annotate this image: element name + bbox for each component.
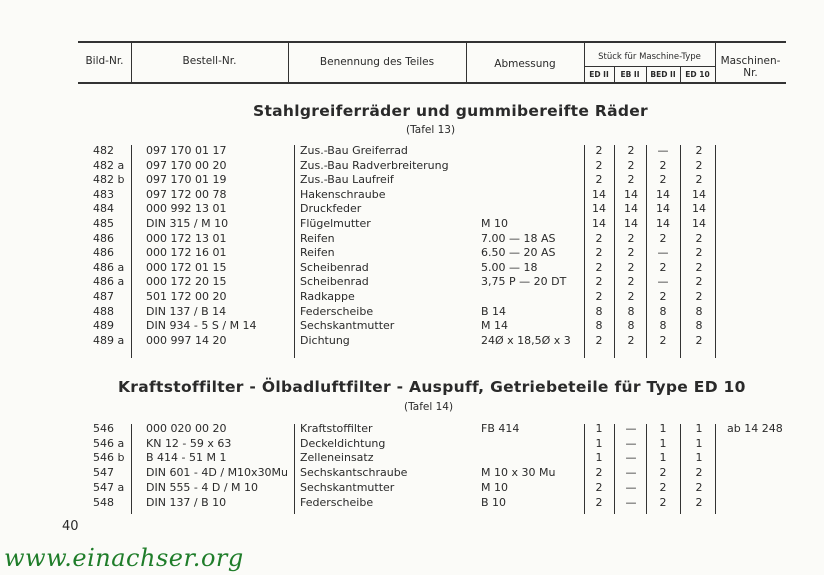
abmessung-cell: 6.50 — 20 AS: [481, 246, 556, 260]
qty-ed2-cell: 2: [595, 158, 603, 172]
qty-bed2-cell: 14: [656, 217, 670, 230]
qty-eb2-cell: 2: [627, 290, 635, 303]
benennung-cell: Deckeldichtung: [300, 436, 386, 450]
header-benennung: Benennung des Teiles: [319, 56, 435, 68]
qty-bed2-cell: 1: [659, 422, 667, 435]
qty-eb2-cell: 2: [627, 260, 635, 274]
qty-ed2-cell: 14: [592, 187, 606, 201]
bestell-nr-cell: 097 170 01 19: [146, 173, 227, 187]
qty-ed10-cell: 1: [695, 422, 703, 435]
qty-bed2-cell: —: [657, 275, 669, 289]
col-divider: [715, 145, 716, 358]
qty-eb2-cell: 8: [627, 319, 635, 333]
qty-ed10-cell: 1: [695, 436, 703, 450]
bild-nr-cell: 546 a: [93, 436, 125, 450]
bild-nr-cell: 547: [93, 466, 114, 480]
table-row: [0, 246, 824, 260]
qty-ed10-cell: 2: [695, 333, 703, 347]
table-row: [0, 188, 824, 202]
benennung-cell: Dichtung: [300, 333, 350, 347]
benennung-cell: Sechskantschraube: [300, 466, 408, 480]
header-bestell-nr: Bestell-Nr.: [182, 55, 237, 67]
qty-ed10-cell: 8: [695, 319, 703, 333]
header-maschinen-nr: Maschinen- Nr.: [720, 55, 781, 79]
abmessung-cell: M 10 x 30 Mu: [481, 466, 556, 480]
bestell-nr-cell: 000 172 16 01: [146, 246, 227, 260]
benennung-cell: Reifen: [300, 246, 335, 260]
qty-eb2-cell: —: [625, 495, 637, 509]
qty-eb2-cell: 2: [627, 173, 635, 187]
qty-bed2-cell: 2: [659, 333, 667, 347]
bild-nr-cell: 486 a: [93, 260, 125, 274]
header-bottom-rule: [78, 82, 786, 84]
qty-bed2-cell: 2: [659, 173, 667, 187]
header-type-ed2: ED II: [589, 70, 609, 79]
header-abmessung: Abmessung: [494, 58, 556, 70]
qty-ed2-cell: 2: [595, 495, 603, 509]
bestell-nr-cell: DIN 137 / B 10: [146, 495, 227, 509]
bild-nr-cell: 546 b: [93, 451, 125, 465]
qty-bed2-cell: 2: [659, 290, 667, 303]
qty-ed10-cell: 2: [695, 158, 703, 172]
qty-eb2-cell: 2: [627, 144, 635, 157]
qty-ed2-cell: 2: [595, 480, 603, 494]
qty-bed2-cell: 2: [659, 466, 667, 480]
qty-eb2-cell: 2: [627, 158, 635, 172]
bild-nr-cell: 486 a: [93, 275, 125, 289]
table-row: [0, 261, 824, 275]
bestell-nr-cell: DIN 137 / B 14: [146, 304, 227, 318]
abmessung-cell: M 10: [481, 217, 508, 230]
table-row: [0, 496, 824, 510]
qty-bed2-cell: 8: [659, 304, 667, 318]
qty-bed2-cell: 14: [656, 202, 670, 216]
table-row: [0, 144, 824, 158]
col-divider: [131, 424, 132, 514]
qty-ed10-cell: 2: [695, 231, 703, 245]
qty-bed2-cell: 2: [659, 231, 667, 245]
qty-eb2-cell: —: [625, 451, 637, 465]
qty-eb2-cell: 14: [624, 187, 638, 201]
bild-nr-cell: 482 b: [93, 173, 125, 187]
table-row: [0, 173, 824, 187]
table-row: [0, 202, 824, 216]
benennung-cell: Reifen: [300, 231, 335, 245]
qty-ed10-cell: 1: [695, 451, 703, 465]
bild-nr-cell: 548: [93, 495, 114, 509]
page-number: 40: [62, 519, 79, 534]
qty-ed2-cell: 8: [595, 319, 603, 333]
benennung-cell: Zus.-Bau Greiferrad: [300, 144, 408, 157]
benennung-cell: Sechskantmutter: [300, 319, 395, 333]
qty-ed2-cell: 2: [595, 290, 603, 303]
bestell-nr-cell: 000 172 20 15: [146, 275, 227, 289]
benennung-cell: Federscheibe: [300, 495, 374, 509]
qty-ed2-cell: 1: [595, 451, 603, 465]
col-divider: [646, 145, 647, 358]
col-divider: [584, 145, 585, 358]
table-row: [0, 466, 824, 480]
table-row: [0, 217, 824, 231]
bestell-nr-cell: B 414 - 51 M 1: [146, 451, 227, 465]
section1-tafel: (Tafel 13): [406, 124, 456, 136]
qty-bed2-cell: —: [657, 144, 669, 157]
qty-eb2-cell: 2: [627, 246, 635, 260]
col-divider: [614, 145, 615, 358]
bestell-nr-cell: 000 992 13 01: [146, 202, 227, 216]
col-divider: [294, 145, 295, 358]
table-row: [0, 422, 824, 436]
bild-nr-cell: 547 a: [93, 480, 125, 494]
bestell-nr-cell: 000 172 13 01: [146, 231, 227, 245]
benennung-cell: Scheibenrad: [300, 260, 369, 274]
bild-nr-cell: 546: [93, 422, 114, 435]
header-top-rule: [78, 41, 786, 43]
bestell-nr-cell: KN 12 - 59 x 63: [146, 436, 232, 450]
maschinen-nr-cell: ab 14 248: [727, 422, 783, 435]
col-divider: [646, 424, 647, 514]
table-row: [0, 334, 824, 348]
qty-ed2-cell: 1: [595, 436, 603, 450]
section2-title: Kraftstoffilter - Ölbadluftfilter - Auspuff, Getriebeteile für Type ED 10: [118, 378, 746, 396]
header-type-bed2: BED II: [650, 70, 676, 79]
section1-title: Stahlgreiferräder und gummibereifte Räder: [253, 102, 648, 120]
benennung-cell: Zus.-Bau Radverbreiterung: [300, 158, 449, 172]
qty-ed2-cell: 2: [595, 144, 603, 157]
abmessung-cell: M 10: [481, 480, 508, 494]
qty-eb2-cell: 8: [627, 304, 635, 318]
qty-bed2-cell: 2: [659, 495, 667, 509]
table-row: [0, 451, 824, 465]
qty-ed2-cell: 1: [595, 422, 603, 435]
col-divider: [584, 424, 585, 514]
type-subrule: [584, 66, 715, 67]
qty-ed10-cell: 2: [695, 246, 703, 260]
bild-nr-cell: 482 a: [93, 158, 125, 172]
abmessung-cell: FB 414: [481, 422, 520, 435]
col-divider: [131, 145, 132, 358]
qty-bed2-cell: 2: [659, 480, 667, 494]
qty-ed2-cell: 2: [595, 260, 603, 274]
benennung-cell: Druckfeder: [300, 202, 362, 216]
qty-bed2-cell: 1: [659, 451, 667, 465]
qty-bed2-cell: 2: [659, 158, 667, 172]
abmessung-cell: 7.00 — 18 AS: [481, 231, 556, 245]
qty-ed2-cell: 14: [592, 217, 606, 230]
qty-ed2-cell: 2: [595, 275, 603, 289]
section2-tafel: (Tafel 14): [404, 401, 454, 413]
qty-ed10-cell: 8: [695, 304, 703, 318]
qty-bed2-cell: 8: [659, 319, 667, 333]
table-row: [0, 305, 824, 319]
qty-ed2-cell: 2: [595, 173, 603, 187]
bild-nr-cell: 486: [93, 231, 114, 245]
qty-ed10-cell: 2: [695, 173, 703, 187]
table-row: [0, 319, 824, 333]
qty-ed10-cell: 2: [695, 480, 703, 494]
bild-nr-cell: 487: [93, 290, 114, 303]
bild-nr-cell: 488: [93, 304, 114, 318]
table-row: [0, 159, 824, 173]
col-divider: [294, 424, 295, 514]
qty-eb2-cell: 14: [624, 202, 638, 216]
benennung-cell: Federscheibe: [300, 304, 374, 318]
qty-eb2-cell: —: [625, 480, 637, 494]
benennung-cell: Kraftstoffilter: [300, 422, 373, 435]
bestell-nr-cell: 097 172 00 78: [146, 187, 227, 201]
qty-ed2-cell: 2: [595, 333, 603, 347]
bestell-nr-cell: DIN 555 - 4 D / M 10: [146, 480, 259, 494]
benennung-cell: Zelleneinsatz: [300, 451, 374, 465]
qty-eb2-cell: 2: [627, 333, 635, 347]
qty-bed2-cell: 14: [656, 187, 670, 201]
benennung-cell: Hakenschraube: [300, 187, 386, 201]
benennung-cell: Flügelmutter: [300, 217, 371, 230]
qty-ed10-cell: 14: [692, 202, 706, 216]
qty-eb2-cell: 2: [627, 231, 635, 245]
qty-ed2-cell: 2: [595, 246, 603, 260]
qty-ed10-cell: 2: [695, 144, 703, 157]
qty-ed2-cell: 2: [595, 466, 603, 480]
abmessung-cell: M 14: [481, 319, 508, 333]
header-type-eb2: EB II: [620, 70, 640, 79]
bild-nr-cell: 486: [93, 246, 114, 260]
col-divider: [680, 145, 681, 358]
qty-eb2-cell: 14: [624, 217, 638, 230]
abmessung-cell: B 14: [481, 304, 507, 318]
benennung-cell: Zus.-Bau Laufreif: [300, 173, 394, 187]
col-divider: [680, 424, 681, 514]
table-row: [0, 481, 824, 495]
qty-bed2-cell: 2: [659, 260, 667, 274]
bestell-nr-cell: 000 020 00 20: [146, 422, 227, 435]
bild-nr-cell: 489: [93, 319, 114, 333]
bild-nr-cell: 484: [93, 202, 114, 216]
abmessung-cell: B 10: [481, 495, 507, 509]
qty-ed2-cell: 2: [595, 231, 603, 245]
qty-ed10-cell: 14: [692, 187, 706, 201]
qty-bed2-cell: —: [657, 246, 669, 260]
qty-eb2-cell: —: [625, 422, 637, 435]
qty-ed2-cell: 8: [595, 304, 603, 318]
benennung-cell: Scheibenrad: [300, 275, 369, 289]
bestell-nr-cell: 501 172 00 20: [146, 290, 227, 303]
benennung-cell: Sechskantmutter: [300, 480, 395, 494]
header-stueck: Stück für Maschine-Type: [598, 52, 701, 62]
bild-nr-cell: 485: [93, 217, 114, 230]
qty-eb2-cell: 2: [627, 275, 635, 289]
table-row: [0, 290, 824, 304]
qty-eb2-cell: —: [625, 436, 637, 450]
table-row: [0, 437, 824, 451]
qty-ed10-cell: 2: [695, 495, 703, 509]
bild-nr-cell: 489 a: [93, 333, 125, 347]
abmessung-cell: 24Ø x 18,5Ø x 3: [481, 333, 571, 347]
qty-ed10-cell: 2: [695, 466, 703, 480]
col-divider: [715, 424, 716, 514]
bild-nr-cell: 482: [93, 144, 114, 157]
bestell-nr-cell: 097 170 00 20: [146, 158, 227, 172]
bestell-nr-cell: 000 997 14 20: [146, 333, 227, 347]
qty-ed10-cell: 2: [695, 260, 703, 274]
col-divider: [614, 424, 615, 514]
qty-ed2-cell: 14: [592, 202, 606, 216]
bestell-nr-cell: DIN 601 - 4D / M10x30Mu: [146, 466, 289, 480]
qty-bed2-cell: 1: [659, 436, 667, 450]
bestell-nr-cell: 097 170 01 17: [146, 144, 227, 157]
qty-eb2-cell: —: [625, 466, 637, 480]
table-row: [0, 232, 824, 246]
table-row: [0, 275, 824, 289]
bild-nr-cell: 483: [93, 187, 114, 201]
qty-ed10-cell: 2: [695, 290, 703, 303]
benennung-cell: Radkappe: [300, 290, 355, 303]
qty-ed10-cell: 2: [695, 275, 703, 289]
qty-ed10-cell: 14: [692, 217, 706, 230]
bestell-nr-cell: DIN 315 / M 10: [146, 217, 229, 230]
header-type-ed10: ED 10: [685, 70, 710, 79]
watermark-url: www.einachser.org: [4, 544, 244, 572]
abmessung-cell: 5.00 — 18: [481, 260, 538, 274]
bestell-nr-cell: DIN 934 - 5 S / M 14: [146, 319, 257, 333]
abmessung-cell: 3,75 P — 20 DT: [481, 275, 567, 289]
header-bild-nr: Bild-Nr.: [85, 55, 124, 67]
bestell-nr-cell: 000 172 01 15: [146, 260, 227, 274]
